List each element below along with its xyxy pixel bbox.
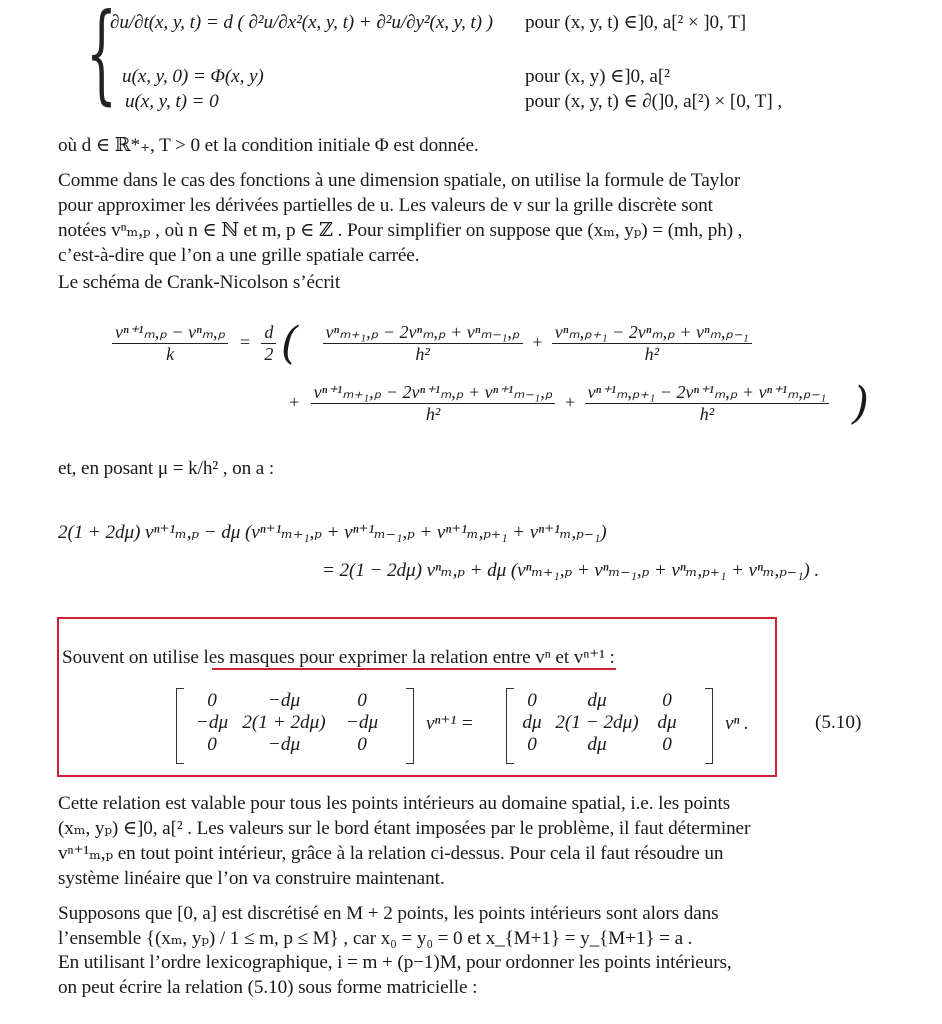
highlight-underline (212, 668, 616, 670)
right-matrix-close-bracket (705, 688, 713, 764)
system-line2-lhs: u(x, y, 0) = Φ(x, y) (122, 66, 264, 87)
left-matrix-open-bracket (176, 688, 184, 764)
term3-denominator: h² (425, 404, 441, 424)
term3-fraction (311, 382, 556, 424)
crank-nicolson-equation (112, 318, 752, 369)
term3-numerator: vⁿ⁺¹ₘ₊₁,ₚ − 2vⁿ⁺¹ₘ,ₚ + vⁿ⁺¹ₘ₋₁,ₚ (311, 382, 556, 404)
system-line1-lhs: ∂u/∂t(x, y, t) = d ( ∂²u/∂x²(x, y, t) + ∂²u/∂y²(x, y, t) ) (110, 12, 493, 33)
coef-denominator: 2 (264, 344, 274, 364)
term2-numerator: vⁿₘ,ₚ₊₁ − 2vⁿₘ,ₚ + vⁿₘ,ₚ₋₁ (552, 322, 752, 344)
system-line3-lhs: u(x, y, t) = 0 (125, 91, 219, 112)
right-matrix-cell-0-2: 0 (662, 690, 672, 711)
left-matrix-cell-2-0: 0 (207, 734, 217, 755)
paragraph-taylor-line1: Comme dans le cas des fonctions à une dimension spatiale, on utilise la formule de Taylor (58, 170, 741, 191)
paragraph-validity-line2: (xₘ, yₚ) ∈]0, a[² . Les valeurs sur le bord étant imposées par le problème, il faut déterminer (58, 818, 751, 839)
lhs-numerator: vⁿ⁺¹ₘ,ₚ − vⁿₘ,ₚ (112, 322, 228, 344)
paragraph-taylor-line3: notées vⁿₘ,ₚ , où n ∈ ℕ et m, p ∈ ℤ . Pour simplifier on suppose que (xₘ, yₚ) = (mh, ph) , (58, 220, 743, 241)
left-matrix-cell-1-1: 2(1 + 2dμ) (242, 712, 326, 733)
left-vector-label: vⁿ⁺¹ = (426, 713, 474, 734)
term4-fraction (585, 382, 830, 424)
right-matrix-cell-1-1: 2(1 − 2dμ) (555, 712, 639, 733)
plus-sign: + (531, 331, 544, 352)
right-matrix-cell-2-0: 0 (527, 734, 537, 755)
equation-number: (5.10) (815, 712, 862, 733)
right-matrix-cell-0-0: 0 (527, 690, 537, 711)
left-matrix-cell-2-1: −dμ (267, 734, 301, 755)
term2-fraction (552, 322, 752, 364)
paragraph-discretization-line4: on peut écrire la relation (5.10) sous forme matricielle : (58, 977, 478, 998)
left-matrix-cell-0-1: −dμ (267, 690, 301, 711)
term1-numerator: vⁿₘ₊₁,ₚ − 2vⁿₘ,ₚ + vⁿₘ₋₁,ₚ (323, 322, 523, 344)
crank-nicolson-equation-line2 (288, 378, 869, 429)
coef-numerator: d (261, 322, 276, 344)
paragraph-crank-nicolson-intro: Le schéma de Crank-Nicolson s’écrit (58, 272, 341, 293)
left-matrix-close-bracket (406, 688, 414, 764)
right-matrix-cell-0-1: dμ (587, 690, 607, 711)
lhs-fraction (112, 322, 228, 364)
left-matrix-cell-2-2: 0 (357, 734, 367, 755)
paragraph-validity-line3: vⁿ⁺¹ₘ,ₚ en tout point intérieur, grâce à la relation ci-dessus. Pour cela il faut résoudre un (58, 843, 724, 864)
left-matrix-cell-1-0: −dμ (195, 712, 229, 733)
plus-sign: + (288, 391, 301, 412)
left-matrix-cell-0-0: 0 (207, 690, 217, 711)
plus-sign: + (563, 391, 577, 412)
paragraph-discretization-line2: l’ensemble {(xₘ, yₚ) / 1 ≤ m, p ≤ M} , car x₀ = y₀ = 0 et x_{M+1} = y_{M+1} = a . (58, 928, 693, 949)
paragraph-validity-line1: Cette relation est valable pour tous les points intérieurs au domaine spatial, i.e. les points (58, 793, 731, 814)
left-matrix-cell-0-2: 0 (357, 690, 367, 711)
close-paren: ) (851, 378, 869, 429)
lhs-denominator: k (166, 344, 175, 364)
paragraph-taylor-line2: pour approximer les dérivées partielles de u. Les valeurs de v sur la grille discrète sont (58, 195, 713, 216)
term1-denominator: h² (415, 344, 430, 364)
paragraph-discretization-line1: Supposons que [0, a] est discrétisé en M + 2 points, les points intérieurs sont alors dans (58, 903, 719, 924)
right-matrix-cell-1-2: dμ (657, 712, 677, 733)
term4-numerator: vⁿ⁺¹ₘ,ₚ₊₁ − 2vⁿ⁺¹ₘ,ₚ + vⁿ⁺¹ₘ,ₚ₋₁ (585, 382, 830, 404)
coef-fraction (261, 322, 276, 364)
system-line2-condition: pour (x, y) ∈]0, a[² (525, 66, 670, 87)
right-matrix-cell-2-2: 0 (662, 734, 672, 755)
expanded-equation-line1: 2(1 + 2dμ) vⁿ⁺¹ₘ,ₚ − dμ (vⁿ⁺¹ₘ₊₁,ₚ + vⁿ⁺¹ₘ₋₁,ₚ + vⁿ⁺¹ₘ,ₚ₊₁ + vⁿ⁺¹ₘ,ₚ₋₁) (58, 522, 607, 543)
paragraph-masques: Souvent on utilise les masques pour exprimer la relation entre vⁿ et vⁿ⁺¹ : (62, 647, 615, 668)
term1-fraction (323, 322, 523, 364)
term2-denominator: h² (644, 344, 659, 364)
open-paren: ( (280, 318, 299, 369)
term4-denominator: h² (699, 404, 715, 424)
system-line3-condition: pour (x, y, t) ∈ ∂(]0, a[²) × [0, T] , (525, 91, 783, 112)
paragraph-mu-definition: et, en posant μ = k/h² , on a : (58, 458, 275, 479)
right-vector-label: vⁿ . (725, 713, 749, 734)
equals-sign: = (238, 331, 251, 352)
expanded-equation-line2: = 2(1 − 2dμ) vⁿₘ,ₚ + dμ (vⁿₘ₊₁,ₚ + vⁿₘ₋₁,ₚ + vⁿₘ,ₚ₊₁ + vⁿₘ,ₚ₋₁) . (322, 560, 820, 581)
right-mask-matrix (510, 690, 694, 756)
right-matrix-cell-1-0: dμ (522, 712, 542, 733)
left-mask-matrix (186, 690, 394, 756)
left-matrix-cell-1-2: −dμ (345, 712, 379, 733)
paragraph-conditions: où d ∈ ℝ*₊, T > 0 et la condition initiale Φ est donnée. (58, 135, 479, 156)
system-line1-condition: pour (x, y, t) ∈]0, a[² × ]0, T] (525, 12, 746, 33)
system-brace: { (86, 0, 117, 116)
paragraph-discretization-line3: En utilisant l’ordre lexicographique, i = m + (p−1)M, pour ordonner les points intérieurs, (58, 952, 732, 973)
right-matrix-cell-2-1: dμ (587, 734, 607, 755)
paragraph-taylor-line4: c’est-à-dire que l’on a une grille spatiale carrée. (58, 245, 420, 266)
paragraph-validity-line4: système linéaire que l’on va construire maintenant. (58, 868, 445, 889)
